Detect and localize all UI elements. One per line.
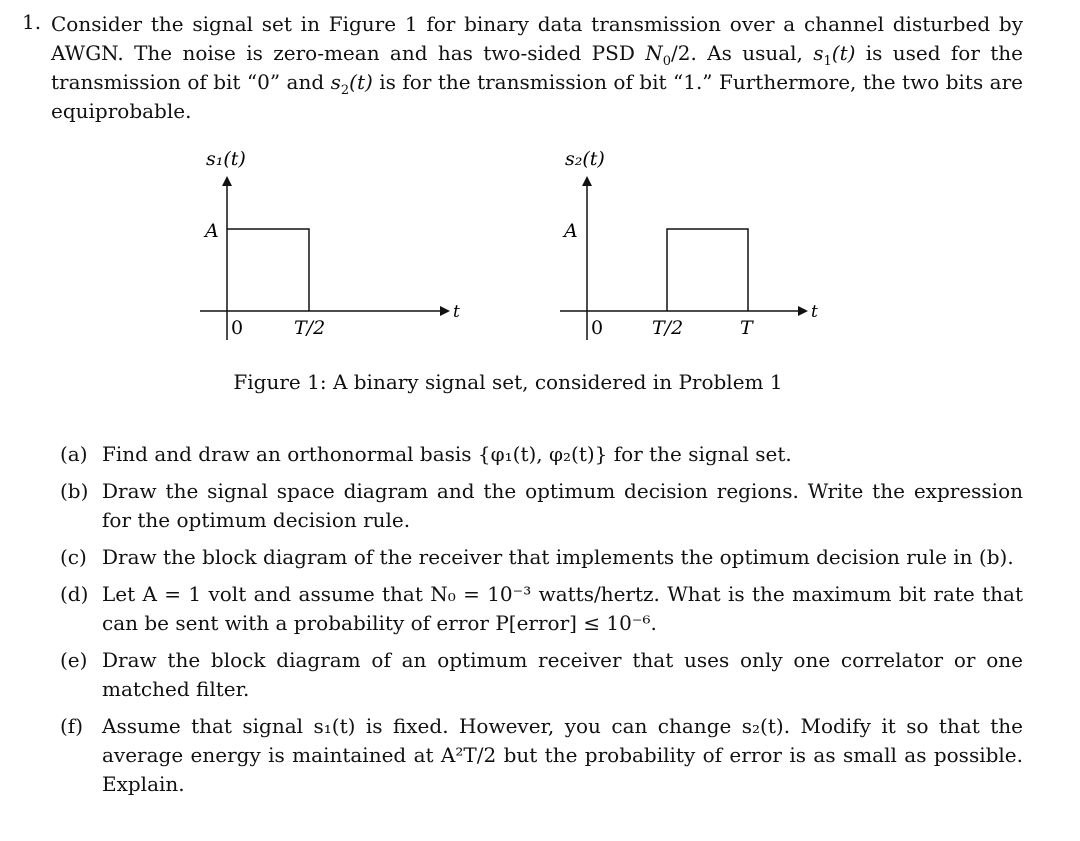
s2-pulse (667, 229, 748, 311)
part-a (60, 440, 1023, 469)
problem-statement: Consider the signal set in Figure 1 for binary data transmission over a channel disturbed by AWGN. The noise is zero-mean and has two-sided PSD $N_0/2$. As usual, $s_1(t)$ is used for the transmission of bit “0” and $s_2(t)$ is for the transmission of bit “1.” Furthermore, the two bits are equiprobable. (51, 12, 1023, 123)
problem-number: 1. (22, 10, 42, 34)
s1-amplitude-label: A (205, 220, 219, 242)
s1-half-period-tick: T/2 (294, 317, 326, 339)
part-a-text: Find and draw an orthonormal basis {φ₁(t), φ₂(t)} for the signal set. (102, 442, 792, 466)
part-f-label: (f) (60, 714, 84, 738)
s1-time-axis-label: t (453, 302, 460, 322)
part-c-text: Draw the block diagram of the receiver that implements the optimum decision rule in (b). (102, 545, 1014, 569)
part-c (60, 543, 1023, 572)
part-b (60, 477, 1023, 535)
s1-pulse (227, 229, 309, 311)
part-a-label: (a) (60, 442, 88, 466)
part-e (60, 646, 1023, 704)
s2-time-axis-label: t (811, 302, 818, 322)
signal-set-diagram (0, 140, 1080, 370)
figure-1 (0, 140, 1080, 370)
part-b-label: (b) (60, 479, 89, 503)
part-d (60, 580, 1023, 638)
s1-plot (200, 148, 460, 340)
s2-zero-tick: 0 (591, 317, 604, 339)
part-d-label: (d) (60, 582, 89, 606)
part-c-label: (c) (60, 545, 87, 569)
part-f (60, 712, 1023, 799)
part-f-text: Assume that signal s₁(t) is fixed. However, you can change s₂(t). Modify it so that the average energy is maintained at A²T/2 but the probability of error is as small as possible. Explain. (102, 714, 1023, 796)
s1-zero-tick: 0 (231, 317, 244, 339)
s2-plot (560, 148, 818, 340)
part-e-label: (e) (60, 648, 88, 672)
s2-amplitude-label: A (564, 220, 578, 242)
s1-label: s₁(t) (206, 148, 246, 170)
s2-label: s₂(t) (565, 148, 605, 170)
part-b-text: Draw the signal space diagram and the optimum decision regions. Write the expression for the optimum decision rule. (102, 479, 1023, 532)
part-d-text: Let A = 1 volt and assume that N₀ = 10⁻³ watts/hertz. What is the maximum bit rate that can be sent with a probability of error P[error] ≤ 10⁻⁶. (102, 582, 1023, 635)
sub-questions (60, 440, 1023, 807)
figure-caption: Figure 1: A binary signal set, considered in Problem 1 (233, 370, 783, 394)
part-e-text: Draw the block diagram of an optimum receiver that uses only one correlator or one matched filter. (102, 648, 1023, 701)
s2-period-tick: T (740, 317, 753, 339)
s2-half-period-tick: T/2 (652, 317, 684, 339)
